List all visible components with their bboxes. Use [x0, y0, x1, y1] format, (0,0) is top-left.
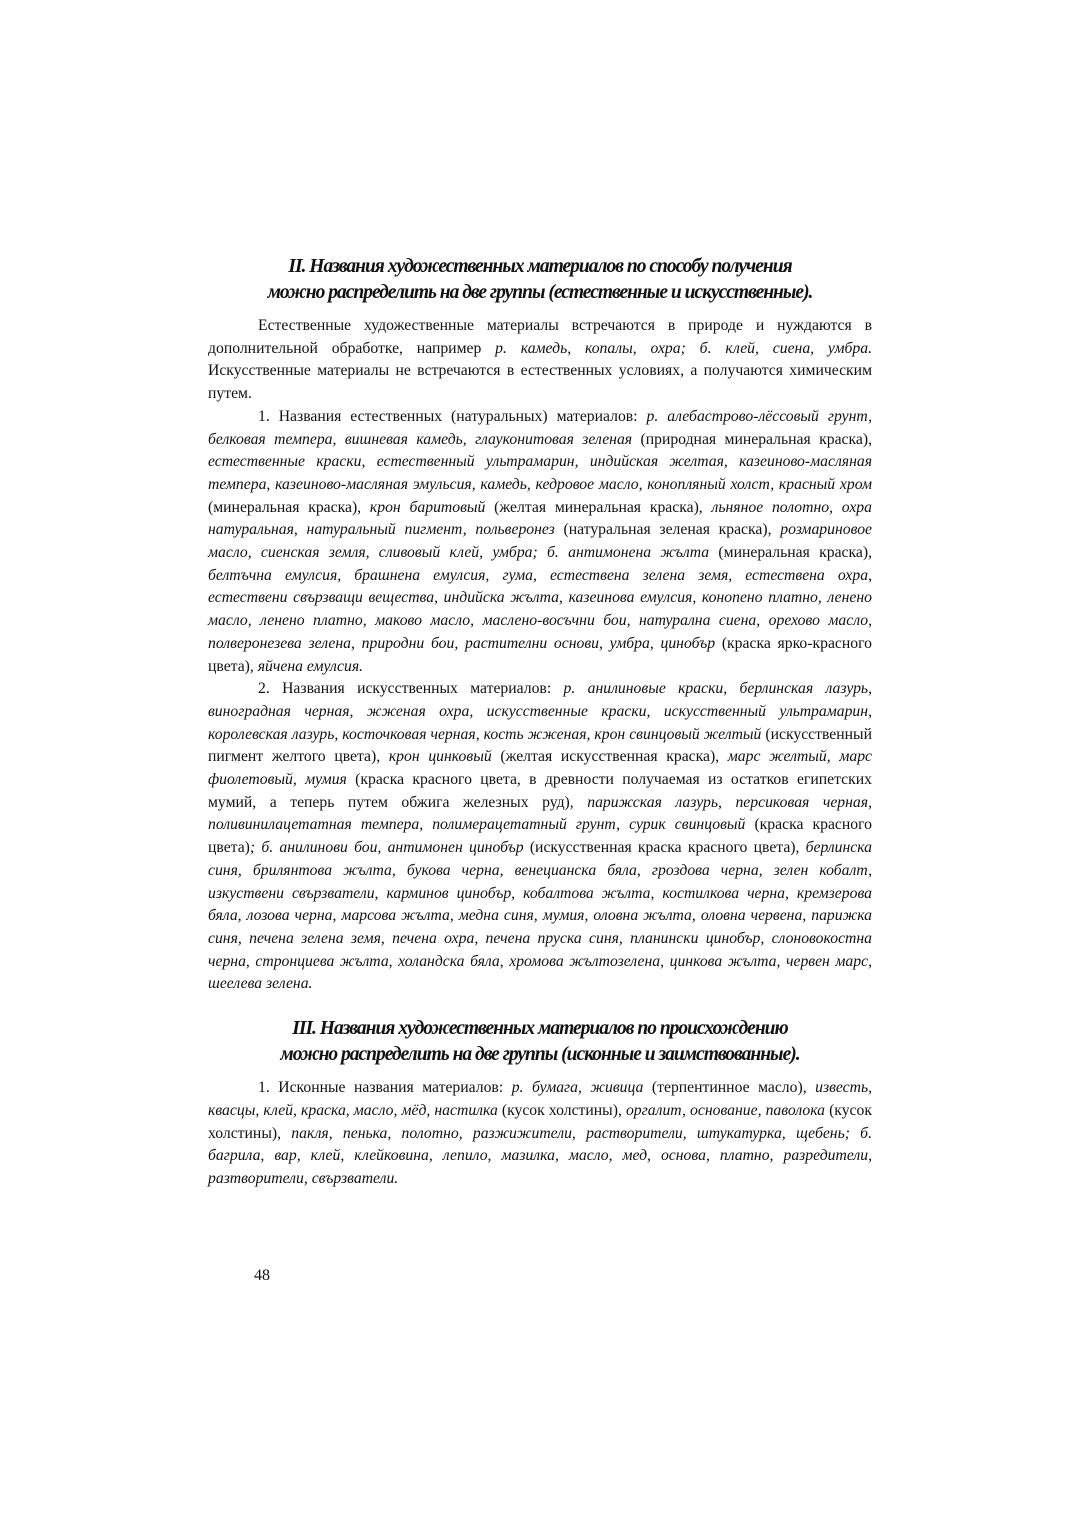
italic-term-run: р. камедь, копалы, охра; б. клей, сиена, умбра.	[495, 339, 872, 357]
italic-term-run: крон баритовый	[369, 498, 486, 516]
heading-line: III. Названия художественных материалов по происхождению	[292, 1018, 788, 1040]
italic-term-run: пакля, пенька, полотно, разжижители, растворители, штукатурка, щебень; б. багрила, вар, клей, клейковина, лепило, мазилка, масло, мед, основа, платно, разредители, разтворители, свързватели.	[208, 1124, 872, 1187]
text-run: (природная минеральная краска),	[632, 430, 872, 448]
text-run: (кусок холстины),	[497, 1101, 626, 1119]
text-run: (натуральная зеленая краска),	[554, 521, 781, 539]
italic-term-run: марс желтый, марс фиолетовый, мумия	[208, 748, 873, 789]
text-run: (желтая искусственная краска),	[491, 748, 728, 766]
italic-term-run: льняное полотно, охра натуральная, натуральный пигмент, польверонез	[208, 498, 872, 539]
text-run: 1. Названия естественных (натуральных) материалов:	[258, 407, 647, 425]
text-run: (минеральная краска),	[709, 544, 872, 562]
text-run: (кусок холстины),	[208, 1101, 872, 1142]
text-run: Естественные художественные материалы встречаются в природе и нуждаются в дополнительной обработке, например	[208, 317, 872, 357]
text-run: Искусственные материалы не встречаются в естественных условиях, а получаются химическим путем.	[208, 362, 872, 403]
italic-term-run: крон цинковый	[388, 748, 492, 766]
paragraph	[208, 678, 872, 996]
section-heading	[208, 254, 872, 306]
text-run: (краска красного цвета)	[208, 816, 873, 857]
italic-term-run: р. анилиновые краски, берлинская лазурь, виноградная черная, жженая охра, искусственные краски, искусственный ультрамарин, королевская лазурь, косточковая черная, кость жженая, крон свинцовый желтый	[208, 680, 872, 743]
text-run: (минеральная краска),	[208, 498, 370, 516]
italic-term-run: естественные краски, естественный ультрамарин, индийская желтая, казеиново-масляная темпера, казеиново-масляная эмульсия, камедь, кедровое масло, конопляный холст, красный хром	[208, 453, 872, 493]
text-run: (терпентинное масло),	[643, 1079, 816, 1097]
page-number: 48	[254, 1267, 270, 1284]
paragraph	[208, 1077, 872, 1191]
text-run: 2. Названия искусственных материалов:	[258, 680, 564, 698]
italic-term-run: оргалит, основание, паволока	[625, 1101, 825, 1119]
italic-term-run: яйчена емулсия.	[257, 657, 364, 675]
section-heading	[208, 1016, 872, 1068]
heading-line: можно распределить на две группы (естественные и искусственные).	[267, 282, 813, 303]
italic-term-run: белтъчна емулсия, брашнена емулсия, гума, естествена зелена земя, естествена охра, естествени свързващи вещества, индийска жълта, казеинова емулсия, конопено платно, ленено масло, ленено платно, маково масло, маслено-восъчни бои, натурална сиена, орехово масло, полверонезева зелена, природни бои, растителни основи, умбра, цинобър	[208, 566, 872, 652]
italic-term-run: берлинска синя, брилянтова жълта, букова черна, венецианска бяла, гроздова черна, зелен кобалт, изкуствени свързватели, карминов цинобър, кобалтова жълта, костилкова черна, кремзерова бяла, лозова черна, марсова жълта, медна синя, мумия, оловна жълта, оловна червена, парижка синя, печена зелена земя, печена охра, печена пруска синя, планински цинобър, слоновокостна черна, стронциева жълта, холандска бяла, хромова жълтозелена, цинкова жълта, червен марс, шеелева зелена.	[208, 839, 872, 993]
text-run: 1. Исконные названия материалов:	[258, 1079, 512, 1097]
heading-line: II. Названия художественных материалов по способу получения	[288, 256, 792, 277]
italic-term-run: ; б. анилинови бои, антимонен цинобър	[249, 839, 524, 857]
italic-term-run: известь, квасцы, клей, краска, масло, мёд, настилка	[208, 1079, 873, 1119]
text-run: (желтая минеральная краска),	[485, 498, 712, 516]
text-run: (искусственный пигмент желтого цвета),	[208, 725, 872, 766]
text-run: (искусственная краска красного цвета),	[523, 839, 806, 857]
paragraph	[208, 406, 872, 678]
text-run: (краска красного цвета, в древности получаемая из остатков египетских мумий, а теперь путем обжига железных руд),	[208, 771, 872, 811]
text-run: (краска ярко-красного цвета),	[208, 634, 872, 675]
paragraph	[208, 315, 872, 406]
italic-term-run: р. алебастрово-лёссовый грунт, белковая темпера, вишневая камедь, глауконитовая зеленая	[208, 407, 872, 448]
italic-term-run: розмариновое масло, сиенская земля, сливовый клей, умбра; б. антимонена жълта	[208, 521, 873, 562]
heading-line: можно распределить на две группы (исконные и заимствованные).	[280, 1044, 800, 1066]
page-content	[208, 254, 872, 1191]
italic-term-run: р. бумага, живица	[511, 1079, 644, 1097]
italic-term-run: парижская лазурь, персиковая черная, поливинилацетатная темпера, полимерацетатный грунт, сурик свинцовый	[208, 793, 872, 834]
